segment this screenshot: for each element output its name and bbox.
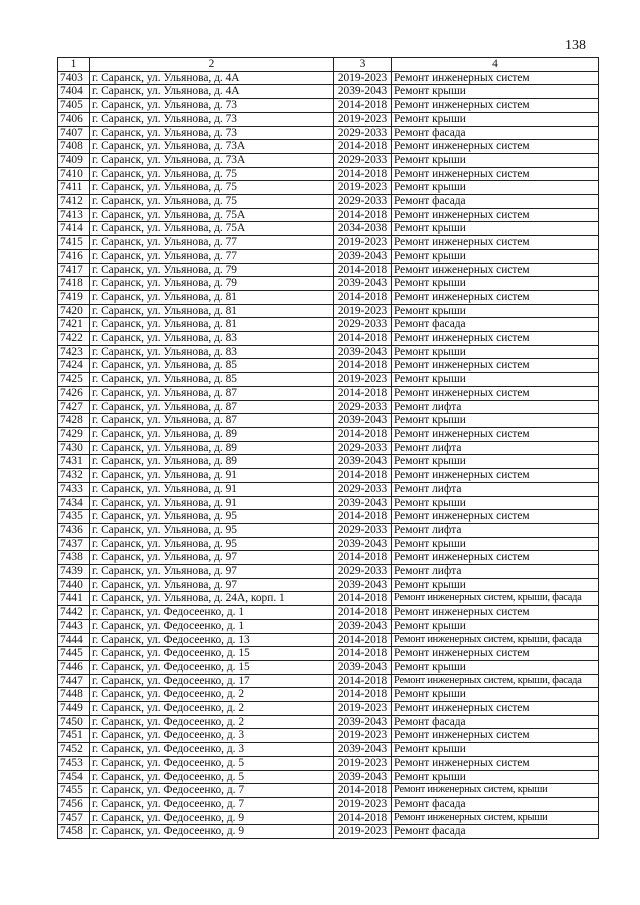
work-type-cell: Ремонт инженерных систем bbox=[392, 702, 599, 716]
address-cell: г. Саранск, ул. Ульянова, д. 75А bbox=[90, 222, 334, 236]
table-row bbox=[58, 181, 599, 195]
address-cell: г. Саранск, ул. Ульянова, д. 85 bbox=[90, 373, 334, 387]
work-type-cell: Ремонт лифта bbox=[392, 523, 599, 537]
table-row bbox=[58, 592, 599, 606]
address-cell: г. Саранск, ул. Ульянова, д. 91 bbox=[90, 496, 334, 510]
table-row bbox=[58, 208, 599, 222]
period-cell: 2029-2033 bbox=[334, 482, 392, 496]
row-number-cell: 7440 bbox=[58, 578, 90, 592]
period-cell: 2019-2023 bbox=[334, 797, 392, 811]
address-cell: г. Саранск, ул. Ульянова, д. 75А bbox=[90, 208, 334, 222]
address-cell: г. Саранск, ул. Федосеенко, д. 17 bbox=[90, 674, 334, 688]
period-cell: 2039-2043 bbox=[334, 414, 392, 428]
work-type-cell: Ремонт инженерных систем bbox=[392, 140, 599, 154]
address-cell: г. Саранск, ул. Ульянова, д. 75 bbox=[90, 195, 334, 209]
period-cell: 2019-2023 bbox=[334, 729, 392, 743]
period-cell: 2039-2043 bbox=[334, 455, 392, 469]
address-cell: г. Саранск, ул. Ульянова, д. 95 bbox=[90, 537, 334, 551]
period-cell: 2019-2023 bbox=[334, 756, 392, 770]
work-type-cell: Ремонт крыши bbox=[392, 112, 599, 126]
address-cell: г. Саранск, ул. Ульянова, д. 89 bbox=[90, 427, 334, 441]
row-number-cell: 7410 bbox=[58, 167, 90, 181]
row-number-cell: 7456 bbox=[58, 797, 90, 811]
row-number-cell: 7434 bbox=[58, 496, 90, 510]
table-row bbox=[58, 140, 599, 154]
row-number-cell: 7418 bbox=[58, 277, 90, 291]
row-number-cell: 7423 bbox=[58, 345, 90, 359]
table-row bbox=[58, 729, 599, 743]
row-number-cell: 7445 bbox=[58, 647, 90, 661]
table-row bbox=[58, 414, 599, 428]
row-number-cell: 7429 bbox=[58, 427, 90, 441]
period-cell: 2039-2043 bbox=[334, 578, 392, 592]
period-cell: 2019-2023 bbox=[334, 112, 392, 126]
address-cell: г. Саранск, ул. Федосеенко, д. 9 bbox=[90, 811, 334, 825]
work-type-cell: Ремонт крыши bbox=[392, 455, 599, 469]
address-cell: г. Саранск, ул. Ульянова, д. 87 bbox=[90, 386, 334, 400]
address-cell: г. Саранск, ул. Ульянова, д. 73А bbox=[90, 140, 334, 154]
address-cell: г. Саранск, ул. Ульянова, д. 77 bbox=[90, 249, 334, 263]
period-cell: 2014-2018 bbox=[334, 208, 392, 222]
work-type-cell: Ремонт крыши bbox=[392, 578, 599, 592]
address-cell: г. Саранск, ул. Ульянова, д. 95 bbox=[90, 510, 334, 524]
table-row bbox=[58, 633, 599, 647]
row-number-cell: 7433 bbox=[58, 482, 90, 496]
work-type-cell: Ремонт крыши bbox=[392, 249, 599, 263]
period-cell: 2014-2018 bbox=[334, 784, 392, 798]
row-number-cell: 7455 bbox=[58, 784, 90, 798]
address-cell: г. Саранск, ул. Ульянова, д. 77 bbox=[90, 236, 334, 250]
row-number-cell: 7430 bbox=[58, 441, 90, 455]
table-row bbox=[58, 386, 599, 400]
period-cell: 2014-2018 bbox=[334, 469, 392, 483]
row-number-cell: 7428 bbox=[58, 414, 90, 428]
period-cell: 2039-2043 bbox=[334, 345, 392, 359]
work-type-cell: Ремонт инженерных систем bbox=[392, 332, 599, 346]
work-type-cell: Ремонт инженерных систем bbox=[392, 510, 599, 524]
repair-schedule-table bbox=[57, 57, 599, 839]
work-type-cell: Ремонт крыши bbox=[392, 537, 599, 551]
row-number-cell: 7407 bbox=[58, 126, 90, 140]
table-row bbox=[58, 578, 599, 592]
work-type-cell: Ремонт крыши bbox=[392, 770, 599, 784]
row-number-cell: 7435 bbox=[58, 510, 90, 524]
row-number-cell: 7414 bbox=[58, 222, 90, 236]
header-row bbox=[58, 58, 599, 72]
address-cell: г. Саранск, ул. Ульянова, д. 95 bbox=[90, 523, 334, 537]
row-number-cell: 7437 bbox=[58, 537, 90, 551]
address-cell: г. Саранск, ул. Ульянова, д. 81 bbox=[90, 304, 334, 318]
table-row bbox=[58, 373, 599, 387]
period-cell: 2014-2018 bbox=[334, 167, 392, 181]
table-row bbox=[58, 85, 599, 99]
row-number-cell: 7439 bbox=[58, 565, 90, 579]
table-row bbox=[58, 551, 599, 565]
period-cell: 2014-2018 bbox=[334, 811, 392, 825]
work-type-cell: Ремонт инженерных систем bbox=[392, 647, 599, 661]
period-cell: 2029-2033 bbox=[334, 565, 392, 579]
work-type-cell: Ремонт крыши bbox=[392, 619, 599, 633]
row-number-cell: 7406 bbox=[58, 112, 90, 126]
row-number-cell: 7419 bbox=[58, 290, 90, 304]
table-row bbox=[58, 263, 599, 277]
row-number-cell: 7431 bbox=[58, 455, 90, 469]
work-type-cell: Ремонт крыши bbox=[392, 85, 599, 99]
row-number-cell: 7432 bbox=[58, 469, 90, 483]
address-cell: г. Саранск, ул. Ульянова, д. 24А, корп. 1 bbox=[90, 592, 334, 606]
row-number-cell: 7417 bbox=[58, 263, 90, 277]
address-cell: г. Саранск, ул. Федосеенко, д. 1 bbox=[90, 619, 334, 633]
period-cell: 2014-2018 bbox=[334, 386, 392, 400]
period-cell: 2014-2018 bbox=[334, 359, 392, 373]
work-type-cell: Ремонт крыши bbox=[392, 277, 599, 291]
address-cell: г. Саранск, ул. Ульянова, д. 73 bbox=[90, 126, 334, 140]
table-row bbox=[58, 249, 599, 263]
period-cell: 2019-2023 bbox=[334, 702, 392, 716]
period-cell: 2014-2018 bbox=[334, 633, 392, 647]
work-type-cell: Ремонт инженерных систем bbox=[392, 359, 599, 373]
row-number-cell: 7450 bbox=[58, 715, 90, 729]
table-row bbox=[58, 195, 599, 209]
table-row bbox=[58, 318, 599, 332]
period-cell: 2039-2043 bbox=[334, 743, 392, 757]
period-cell: 2014-2018 bbox=[334, 510, 392, 524]
work-type-cell: Ремонт инженерных систем bbox=[392, 386, 599, 400]
work-type-cell: Ремонт крыши bbox=[392, 373, 599, 387]
header-cell-2: 2 bbox=[90, 58, 334, 72]
table-row bbox=[58, 222, 599, 236]
address-cell: г. Саранск, ул. Ульянова, д. 87 bbox=[90, 414, 334, 428]
table-row bbox=[58, 688, 599, 702]
table-row bbox=[58, 359, 599, 373]
work-type-cell: Ремонт инженерных систем bbox=[392, 99, 599, 113]
table-row bbox=[58, 236, 599, 250]
address-cell: г. Саранск, ул. Ульянова, д. 81 bbox=[90, 290, 334, 304]
work-type-cell: Ремонт крыши bbox=[392, 345, 599, 359]
period-cell: 2039-2043 bbox=[334, 770, 392, 784]
work-type-cell: Ремонт инженерных систем bbox=[392, 236, 599, 250]
period-cell: 2014-2018 bbox=[334, 674, 392, 688]
row-number-cell: 7458 bbox=[58, 825, 90, 839]
work-type-cell: Ремонт фасада bbox=[392, 715, 599, 729]
period-cell: 2019-2023 bbox=[334, 304, 392, 318]
table-row bbox=[58, 647, 599, 661]
row-number-cell: 7426 bbox=[58, 386, 90, 400]
period-cell: 2014-2018 bbox=[334, 140, 392, 154]
table-row bbox=[58, 153, 599, 167]
period-cell: 2019-2023 bbox=[334, 236, 392, 250]
row-number-cell: 7405 bbox=[58, 99, 90, 113]
period-cell: 2029-2033 bbox=[334, 400, 392, 414]
period-cell: 2019-2023 bbox=[334, 825, 392, 839]
row-number-cell: 7404 bbox=[58, 85, 90, 99]
table-row bbox=[58, 523, 599, 537]
table-row bbox=[58, 167, 599, 181]
work-type-cell: Ремонт инженерных систем bbox=[392, 606, 599, 620]
period-cell: 2039-2043 bbox=[334, 619, 392, 633]
table-row bbox=[58, 441, 599, 455]
work-type-cell: Ремонт фасада bbox=[392, 126, 599, 140]
address-cell: г. Саранск, ул. Федосеенко, д. 15 bbox=[90, 660, 334, 674]
row-number-cell: 7412 bbox=[58, 195, 90, 209]
table-row bbox=[58, 660, 599, 674]
address-cell: г. Саранск, ул. Федосеенко, д. 15 bbox=[90, 647, 334, 661]
header-cell-3: 3 bbox=[334, 58, 392, 72]
row-number-cell: 7424 bbox=[58, 359, 90, 373]
work-type-cell: Ремонт крыши bbox=[392, 743, 599, 757]
row-number-cell: 7413 bbox=[58, 208, 90, 222]
work-type-cell: Ремонт лифта bbox=[392, 400, 599, 414]
address-cell: г. Саранск, ул. Ульянова, д. 73А bbox=[90, 153, 334, 167]
period-cell: 2019-2023 bbox=[334, 71, 392, 85]
address-cell: г. Саранск, ул. Ульянова, д. 97 bbox=[90, 551, 334, 565]
table-row bbox=[58, 290, 599, 304]
period-cell: 2014-2018 bbox=[334, 99, 392, 113]
row-number-cell: 7443 bbox=[58, 619, 90, 633]
period-cell: 2014-2018 bbox=[334, 592, 392, 606]
period-cell: 2039-2043 bbox=[334, 249, 392, 263]
address-cell: г. Саранск, ул. Федосеенко, д. 13 bbox=[90, 633, 334, 647]
header-cell-4: 4 bbox=[392, 58, 599, 72]
work-type-cell: Ремонт инженерных систем, крыши, фасада bbox=[392, 633, 599, 647]
address-cell: г. Саранск, ул. Ульянова, д. 89 bbox=[90, 455, 334, 469]
work-type-cell: Ремонт фасада bbox=[392, 825, 599, 839]
table-row bbox=[58, 482, 599, 496]
table-row bbox=[58, 99, 599, 113]
period-cell: 2029-2033 bbox=[334, 126, 392, 140]
table-row bbox=[58, 510, 599, 524]
period-cell: 2019-2023 bbox=[334, 373, 392, 387]
address-cell: г. Саранск, ул. Ульянова, д. 4А bbox=[90, 71, 334, 85]
table-row bbox=[58, 770, 599, 784]
work-type-cell: Ремонт лифта bbox=[392, 482, 599, 496]
row-number-cell: 7425 bbox=[58, 373, 90, 387]
period-cell: 2039-2043 bbox=[334, 277, 392, 291]
period-cell: 2014-2018 bbox=[334, 427, 392, 441]
table-row bbox=[58, 606, 599, 620]
period-cell: 2014-2018 bbox=[334, 263, 392, 277]
address-cell: г. Саранск, ул. Федосеенко, д. 2 bbox=[90, 688, 334, 702]
address-cell: г. Саранск, ул. Ульянова, д. 75 bbox=[90, 181, 334, 195]
row-number-cell: 7452 bbox=[58, 743, 90, 757]
address-cell: г. Саранск, ул. Ульянова, д. 83 bbox=[90, 332, 334, 346]
address-cell: г. Саранск, ул. Ульянова, д. 89 bbox=[90, 441, 334, 455]
address-cell: г. Саранск, ул. Ульянова, д. 97 bbox=[90, 565, 334, 579]
address-cell: г. Саранск, ул. Федосеенко, д. 1 bbox=[90, 606, 334, 620]
row-number-cell: 7457 bbox=[58, 811, 90, 825]
table-row bbox=[58, 400, 599, 414]
period-cell: 2029-2033 bbox=[334, 318, 392, 332]
period-cell: 2029-2033 bbox=[334, 441, 392, 455]
work-type-cell: Ремонт инженерных систем bbox=[392, 290, 599, 304]
period-cell: 2014-2018 bbox=[334, 688, 392, 702]
address-cell: г. Саранск, ул. Ульянова, д. 83 bbox=[90, 345, 334, 359]
row-number-cell: 7427 bbox=[58, 400, 90, 414]
work-type-cell: Ремонт крыши bbox=[392, 414, 599, 428]
work-type-cell: Ремонт инженерных систем bbox=[392, 551, 599, 565]
table-row bbox=[58, 277, 599, 291]
period-cell: 2039-2043 bbox=[334, 715, 392, 729]
address-cell: г. Саранск, ул. Федосеенко, д. 5 bbox=[90, 770, 334, 784]
table-row bbox=[58, 811, 599, 825]
row-number-cell: 7411 bbox=[58, 181, 90, 195]
table-row bbox=[58, 332, 599, 346]
address-cell: г. Саранск, ул. Федосеенко, д. 2 bbox=[90, 702, 334, 716]
work-type-cell: Ремонт инженерных систем bbox=[392, 167, 599, 181]
work-type-cell: Ремонт крыши bbox=[392, 496, 599, 510]
table-row bbox=[58, 825, 599, 839]
row-number-cell: 7403 bbox=[58, 71, 90, 85]
row-number-cell: 7441 bbox=[58, 592, 90, 606]
table-row bbox=[58, 565, 599, 579]
table-row bbox=[58, 126, 599, 140]
address-cell: г. Саранск, ул. Ульянова, д. 91 bbox=[90, 469, 334, 483]
address-cell: г. Саранск, ул. Федосеенко, д. 2 bbox=[90, 715, 334, 729]
table-row bbox=[58, 674, 599, 688]
row-number-cell: 7420 bbox=[58, 304, 90, 318]
header-cell-1: 1 bbox=[58, 58, 90, 72]
table-row bbox=[58, 455, 599, 469]
period-cell: 2034-2038 bbox=[334, 222, 392, 236]
period-cell: 2014-2018 bbox=[334, 290, 392, 304]
work-type-cell: Ремонт крыши bbox=[392, 688, 599, 702]
row-number-cell: 7442 bbox=[58, 606, 90, 620]
row-number-cell: 7422 bbox=[58, 332, 90, 346]
table-row bbox=[58, 304, 599, 318]
work-type-cell: Ремонт инженерных систем bbox=[392, 469, 599, 483]
period-cell: 2014-2018 bbox=[334, 551, 392, 565]
work-type-cell: Ремонт инженерных систем bbox=[392, 208, 599, 222]
period-cell: 2039-2043 bbox=[334, 660, 392, 674]
address-cell: г. Саранск, ул. Ульянова, д. 97 bbox=[90, 578, 334, 592]
row-number-cell: 7436 bbox=[58, 523, 90, 537]
row-number-cell: 7408 bbox=[58, 140, 90, 154]
table-row bbox=[58, 784, 599, 798]
work-type-cell: Ремонт инженерных систем, крыши, фасада bbox=[392, 674, 599, 688]
work-type-cell: Ремонт инженерных систем, крыши bbox=[392, 811, 599, 825]
table-row bbox=[58, 345, 599, 359]
row-number-cell: 7409 bbox=[58, 153, 90, 167]
table-row bbox=[58, 469, 599, 483]
table-row bbox=[58, 619, 599, 633]
table-row bbox=[58, 702, 599, 716]
address-cell: г. Саранск, ул. Ульянова, д. 4А bbox=[90, 85, 334, 99]
period-cell: 2019-2023 bbox=[334, 181, 392, 195]
address-cell: г. Саранск, ул. Ульянова, д. 75 bbox=[90, 167, 334, 181]
work-type-cell: Ремонт фасада bbox=[392, 195, 599, 209]
work-type-cell: Ремонт фасада bbox=[392, 318, 599, 332]
address-cell: г. Саранск, ул. Федосеенко, д. 7 bbox=[90, 797, 334, 811]
period-cell: 2014-2018 bbox=[334, 332, 392, 346]
table-row bbox=[58, 797, 599, 811]
row-number-cell: 7448 bbox=[58, 688, 90, 702]
work-type-cell: Ремонт фасада bbox=[392, 797, 599, 811]
period-cell: 2039-2043 bbox=[334, 85, 392, 99]
work-type-cell: Ремонт инженерных систем bbox=[392, 263, 599, 277]
row-number-cell: 7444 bbox=[58, 633, 90, 647]
address-cell: г. Саранск, ул. Ульянова, д. 91 bbox=[90, 482, 334, 496]
table-row bbox=[58, 756, 599, 770]
period-cell: 2039-2043 bbox=[334, 537, 392, 551]
address-cell: г. Саранск, ул. Федосеенко, д. 3 bbox=[90, 729, 334, 743]
page-number: 138 bbox=[565, 38, 586, 53]
work-type-cell: Ремонт крыши bbox=[392, 181, 599, 195]
table-row bbox=[58, 112, 599, 126]
work-type-cell: Ремонт крыши bbox=[392, 660, 599, 674]
address-cell: г. Саранск, ул. Федосеенко, д. 3 bbox=[90, 743, 334, 757]
table-row bbox=[58, 743, 599, 757]
table-row bbox=[58, 537, 599, 551]
row-number-cell: 7451 bbox=[58, 729, 90, 743]
table-row bbox=[58, 427, 599, 441]
address-cell: г. Саранск, ул. Ульянова, д. 87 bbox=[90, 400, 334, 414]
work-type-cell: Ремонт инженерных систем bbox=[392, 427, 599, 441]
address-cell: г. Саранск, ул. Федосеенко, д. 5 bbox=[90, 756, 334, 770]
work-type-cell: Ремонт лифта bbox=[392, 565, 599, 579]
row-number-cell: 7438 bbox=[58, 551, 90, 565]
period-cell: 2039-2043 bbox=[334, 496, 392, 510]
row-number-cell: 7447 bbox=[58, 674, 90, 688]
row-number-cell: 7449 bbox=[58, 702, 90, 716]
row-number-cell: 7454 bbox=[58, 770, 90, 784]
table-header bbox=[58, 58, 599, 72]
table-row bbox=[58, 715, 599, 729]
period-cell: 2029-2033 bbox=[334, 153, 392, 167]
address-cell: г. Саранск, ул. Ульянова, д. 73 bbox=[90, 112, 334, 126]
table-body bbox=[58, 71, 599, 838]
work-type-cell: Ремонт крыши bbox=[392, 222, 599, 236]
address-cell: г. Саранск, ул. Ульянова, д. 85 bbox=[90, 359, 334, 373]
work-type-cell: Ремонт инженерных систем, крыши bbox=[392, 784, 599, 798]
work-type-cell: Ремонт инженерных систем bbox=[392, 756, 599, 770]
table-row bbox=[58, 496, 599, 510]
row-number-cell: 7421 bbox=[58, 318, 90, 332]
address-cell: г. Саранск, ул. Федосеенко, д. 9 bbox=[90, 825, 334, 839]
work-type-cell: Ремонт инженерных систем bbox=[392, 729, 599, 743]
row-number-cell: 7446 bbox=[58, 660, 90, 674]
work-type-cell: Ремонт лифта bbox=[392, 441, 599, 455]
table-row bbox=[58, 71, 599, 85]
period-cell: 2014-2018 bbox=[334, 647, 392, 661]
work-type-cell: Ремонт инженерных систем bbox=[392, 71, 599, 85]
address-cell: г. Саранск, ул. Федосеенко, д. 7 bbox=[90, 784, 334, 798]
row-number-cell: 7415 bbox=[58, 236, 90, 250]
work-type-cell: Ремонт инженерных систем, крыши, фасада bbox=[392, 592, 599, 606]
period-cell: 2029-2033 bbox=[334, 195, 392, 209]
address-cell: г. Саранск, ул. Ульянова, д. 79 bbox=[90, 263, 334, 277]
address-cell: г. Саранск, ул. Ульянова, д. 81 bbox=[90, 318, 334, 332]
work-type-cell: Ремонт крыши bbox=[392, 153, 599, 167]
address-cell: г. Саранск, ул. Ульянова, д. 73 bbox=[90, 99, 334, 113]
address-cell: г. Саранск, ул. Ульянова, д. 79 bbox=[90, 277, 334, 291]
row-number-cell: 7453 bbox=[58, 756, 90, 770]
work-type-cell: Ремонт крыши bbox=[392, 304, 599, 318]
row-number-cell: 7416 bbox=[58, 249, 90, 263]
period-cell: 2029-2033 bbox=[334, 523, 392, 537]
period-cell: 2014-2018 bbox=[334, 606, 392, 620]
